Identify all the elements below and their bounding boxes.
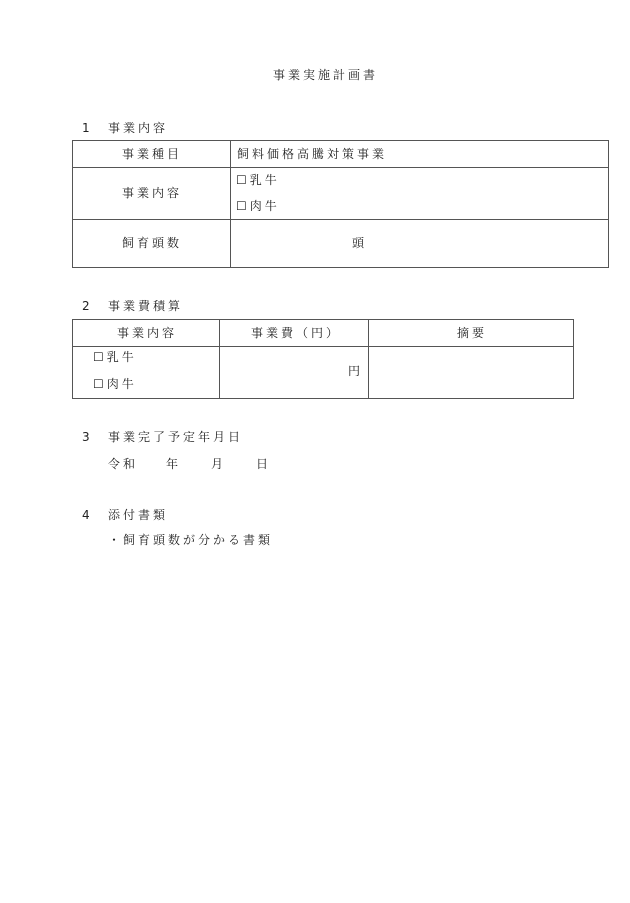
row-divider (72, 219, 609, 220)
column-divider (368, 319, 369, 399)
section1-number: 1 (82, 121, 93, 135)
label-business-content: 事業内容 (122, 186, 183, 200)
checkbox-dairy-cattle[interactable]: ☐乳牛 (236, 173, 280, 187)
checkbox-beef-cattle[interactable]: ☐肉牛 (93, 377, 137, 391)
head-count-unit: 頭 (352, 236, 368, 250)
date-day: 日 (256, 457, 272, 471)
row-divider (72, 167, 609, 168)
row-divider (72, 346, 574, 347)
label-business-type: 事業種目 (122, 147, 183, 161)
section2-number: 2 (82, 299, 93, 313)
column-divider (219, 319, 220, 399)
attachment-item: ・飼育頭数が分かる書類 (108, 533, 274, 547)
cost-unit: 円 (348, 364, 364, 378)
checkbox-dairy-cattle[interactable]: ☐乳牛 (93, 350, 137, 364)
header-business-cost: 事業費（円） (251, 326, 342, 340)
section2-heading: 事業費積算 (108, 299, 184, 313)
date-era: 令和 (108, 457, 139, 471)
date-month: 月 (211, 457, 227, 471)
header-remarks: 摘要 (457, 326, 488, 340)
section1-heading: 事業内容 (108, 121, 169, 135)
date-year: 年 (166, 457, 182, 471)
value-business-type: 飼料価格高騰対策事業 (237, 147, 388, 161)
label-head-count: 飼育頭数 (122, 236, 183, 250)
column-divider (230, 140, 231, 268)
section3-heading: 事業完了予定年月日 (108, 430, 244, 444)
section4-number: 4 (82, 508, 93, 522)
section4-heading: 添付書類 (108, 508, 169, 522)
section3-number: 3 (82, 430, 93, 444)
document-title: 事業実施計画書 (273, 68, 379, 82)
header-business-content: 事業内容 (117, 326, 178, 340)
checkbox-beef-cattle[interactable]: ☐肉牛 (236, 199, 280, 213)
